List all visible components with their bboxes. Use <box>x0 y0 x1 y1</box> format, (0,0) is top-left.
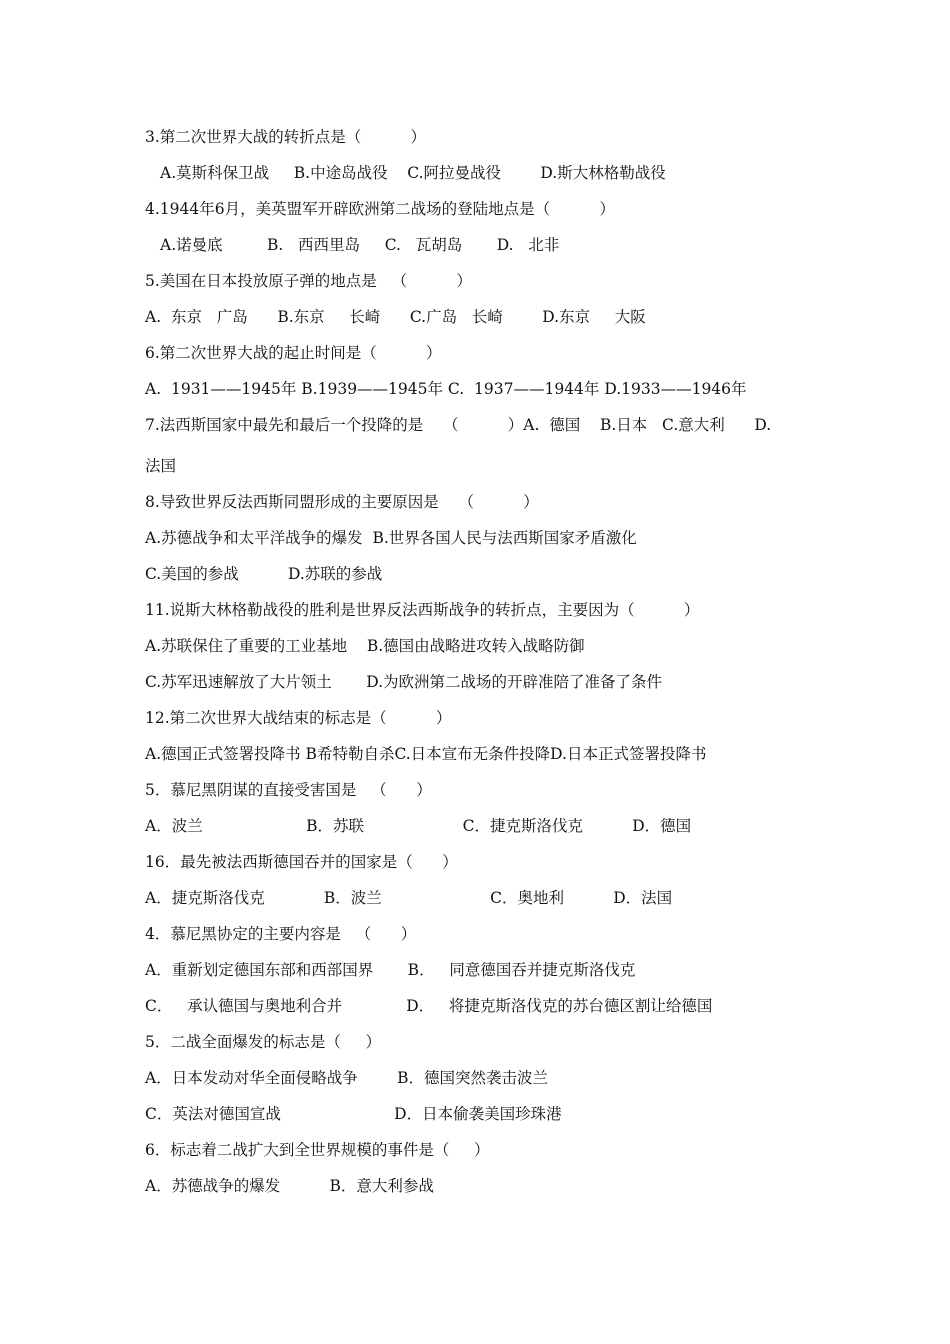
question-11-options-ab: A.苏联保住了重要的工业基地 B.德国由战略进攻转入战略防御 <box>145 637 585 655</box>
question-6: 6.第二次世界大战的起止时间是（ ） <box>145 344 442 362</box>
question-16: 16．最先被法西斯德国吞并的国家是（ ） <box>145 853 458 871</box>
question-5: 5.美国在日本投放原子弹的地点是 （ ） <box>145 272 472 290</box>
question-7: 7.法西斯国家中最先和最后一个投降的是 （ ）A. 德国 B.日本 C.意大利 D. <box>145 416 772 434</box>
question-3: 3.第二次世界大战的转折点是（ ） <box>145 128 427 146</box>
question-4-options: A.诺曼底 B. 西西里岛 C. 瓦胡岛 D. 北非 <box>160 236 560 254</box>
question-war-outbreak: 5．二战全面爆发的标志是（ ） <box>145 1033 381 1051</box>
question-war-outbreak-options-cd: C．英法对德国宣战 D．日本偷袭美国珍珠港 <box>145 1105 562 1123</box>
question-munich-agreement-options-ab: A．重新划定德国东部和西部国界 B． 同意德国吞并捷克斯洛伐克 <box>145 961 636 979</box>
question-munich-agreement: 4．慕尼黑协定的主要内容是 （ ） <box>145 925 417 943</box>
question-munich-agreement-options-cd: C． 承认德国与奥地利合并 D． 将捷克斯洛伐克的苏台德区割让给德国 <box>145 997 713 1015</box>
question-8-options-ab: A.苏德战争和太平洋战争的爆发 B.世界各国人民与法西斯国家矛盾激化 <box>145 529 637 547</box>
question-munich-victim: 5．慕尼黑阴谋的直接受害国是 （ ） <box>145 781 432 799</box>
question-4: 4.1944年6月，美英盟军开辟欧洲第二战场的登陆地点是（ ） <box>145 200 615 218</box>
question-3-options: A.莫斯科保卫战 B.中途岛战役 C.阿拉曼战役 D.斯大林格勒战役 <box>160 164 666 182</box>
question-6-options: A. 1931——1945年 B.1939——1945年 C. 1937——1944年 D.1933——1946年 <box>145 380 747 398</box>
question-11: 11.说斯大林格勒战役的胜利是世界反法西斯战争的转折点，主要因为（ ） <box>145 601 700 619</box>
question-8-options-cd: C.美国的参战 D.苏联的参战 <box>145 565 383 583</box>
question-war-expansion-options: A．苏德战争的爆发 B．意大利参战 <box>145 1177 434 1195</box>
question-7-continued: 法国 <box>145 457 177 475</box>
question-munich-victim-options: A．波兰 B．苏联 C．捷克斯洛伐克 D．德国 <box>145 817 692 835</box>
question-12: 12.第二次世界大战结束的标志是（ ） <box>145 709 452 727</box>
question-war-outbreak-options-ab: A．日本发动对华全面侵略战争 B．德国突然袭击波兰 <box>145 1069 549 1087</box>
question-12-options: A.德国正式签署投降书 B希特勒自杀C.日本宣布无条件投降D.日本正式签署投降书 <box>145 745 707 763</box>
question-11-options-cd: C.苏军迅速解放了大片领土 D.为欧洲第二战场的开辟准陪了准备了条件 <box>145 673 663 691</box>
question-war-expansion: 6．标志着二战扩大到全世界规模的事件是（ ） <box>145 1141 490 1159</box>
question-16-options: A．捷克斯洛伐克 B．波兰 C．奥地利 D．法国 <box>145 889 673 907</box>
question-8: 8.导致世界反法西斯同盟形成的主要原因是 （ ） <box>145 493 539 511</box>
question-5-options: A. 东京 广岛 B.东京 长崎 C.广岛 长崎 D.东京 大阪 <box>145 308 646 326</box>
